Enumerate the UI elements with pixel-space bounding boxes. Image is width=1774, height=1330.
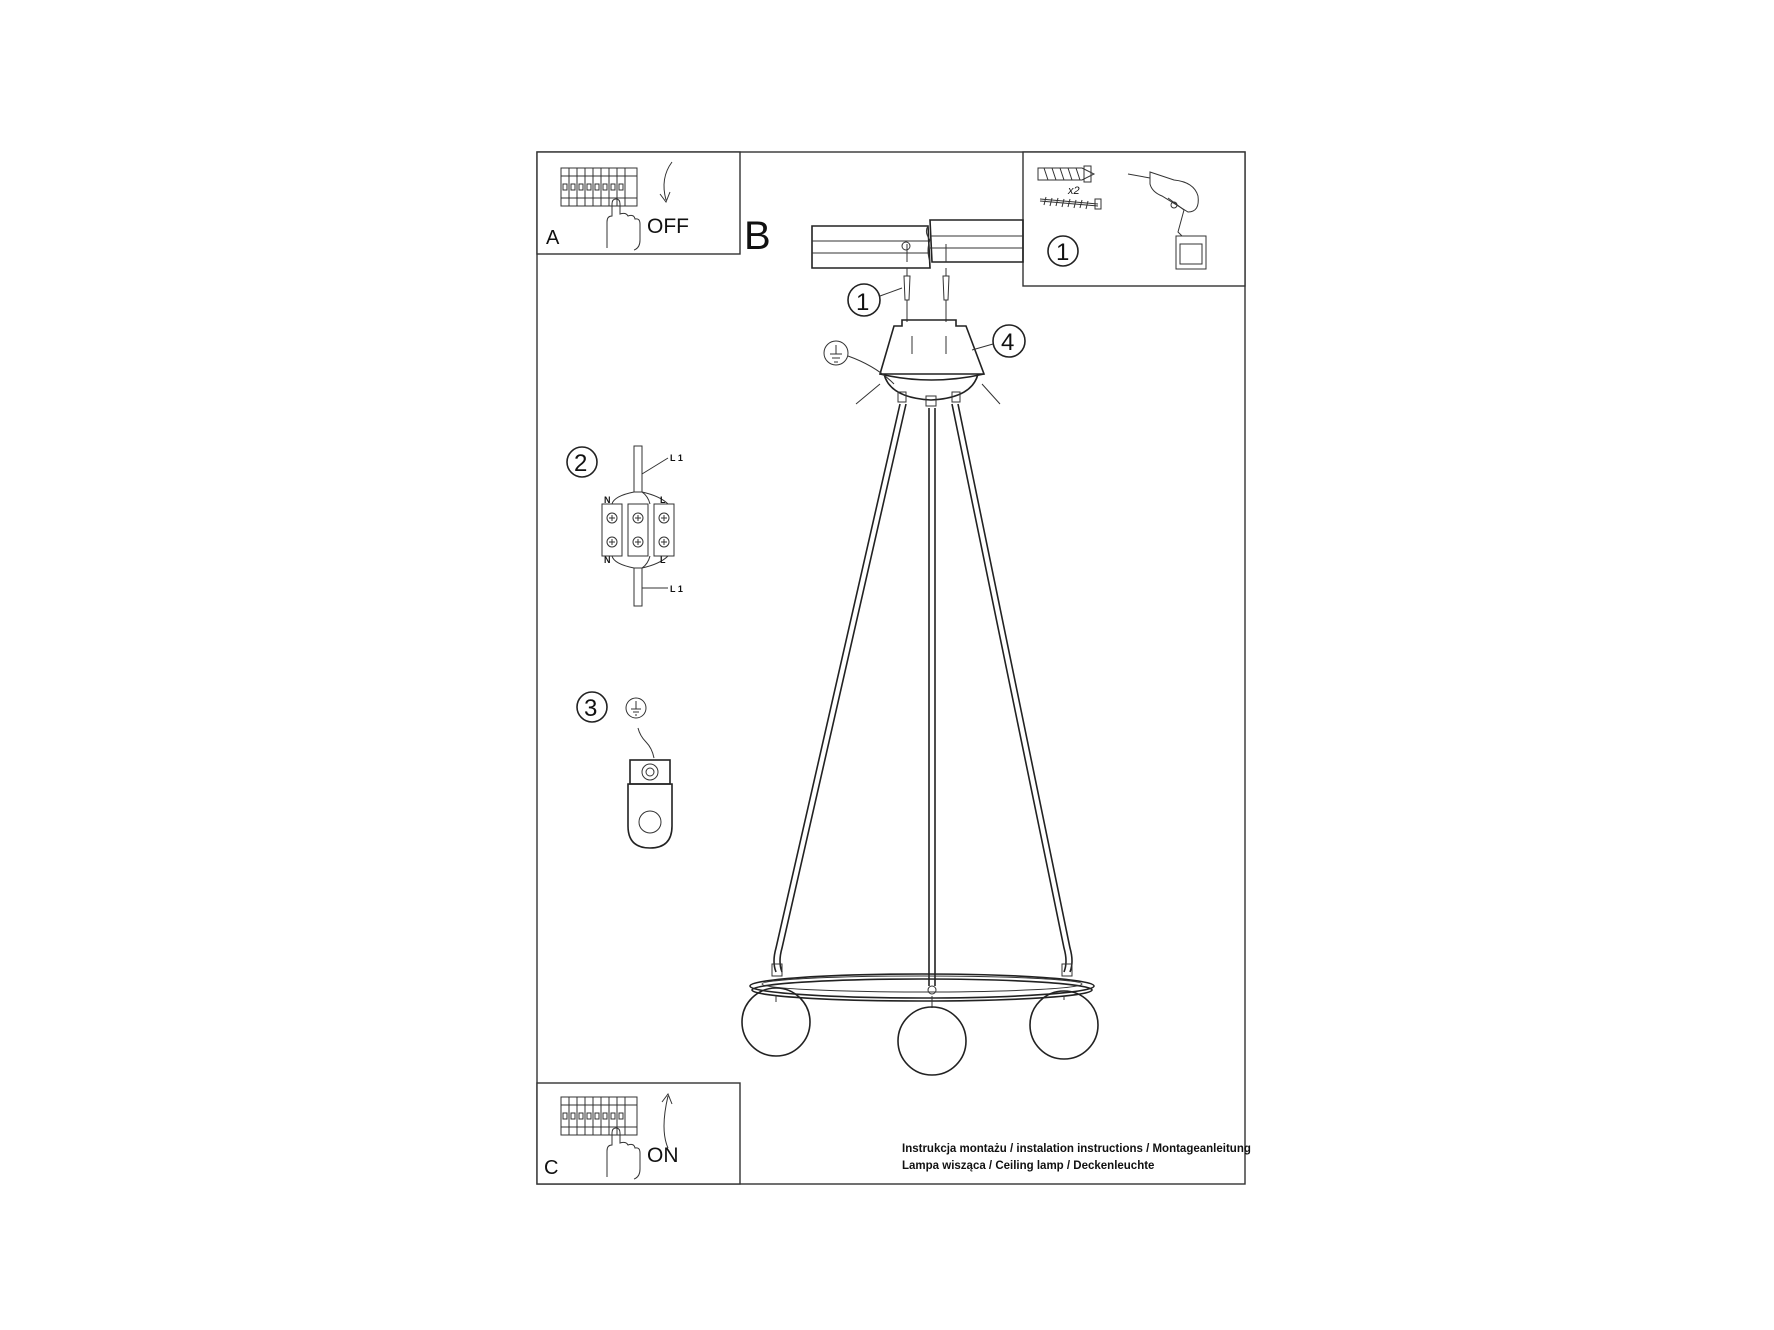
panel-a-switch-label: OFF bbox=[647, 215, 689, 238]
plug-multiplier: x2 bbox=[1068, 185, 1080, 197]
panel-b-letter: B bbox=[744, 214, 771, 258]
callout-wiring-number: 2 bbox=[574, 450, 588, 477]
suspension-wires bbox=[774, 404, 1072, 986]
panel-c-switch-label: ON bbox=[647, 1144, 679, 1167]
callout-screws-leader bbox=[880, 288, 902, 296]
panel-a-frame bbox=[537, 152, 740, 254]
mounting-screws bbox=[904, 244, 949, 322]
footer-subtitle: Lampa wisząca / Ceiling lamp / Deckenleuchte bbox=[902, 1160, 1155, 1172]
canopy bbox=[856, 320, 1000, 406]
panel-c bbox=[537, 1083, 740, 1184]
wiring-label-top-right: L 1 bbox=[670, 453, 683, 463]
wiring-diagram bbox=[567, 446, 683, 606]
panel-c-frame bbox=[537, 1083, 740, 1184]
wiring-label-left-top: N bbox=[604, 495, 611, 505]
callout-canopy-leader bbox=[972, 344, 993, 350]
page-frame bbox=[537, 152, 1245, 1184]
callout-ground-number: 3 bbox=[584, 695, 598, 722]
callout-screws-number: 1 bbox=[856, 289, 870, 316]
globe-right bbox=[1030, 991, 1098, 1059]
footer-title: Instrukcja montażu / instalation instructions / Montageanleitung bbox=[902, 1143, 1251, 1155]
panel-a bbox=[537, 152, 740, 254]
ground-symbol-icon bbox=[626, 698, 646, 718]
wiring-label-left-bottom: N bbox=[604, 555, 611, 565]
callout-canopy-number: 4 bbox=[1001, 329, 1015, 356]
tools-box bbox=[1023, 152, 1245, 286]
lamp-ring bbox=[750, 964, 1094, 1001]
ground-connection bbox=[577, 692, 672, 848]
wiring-label-right-top: L bbox=[660, 495, 666, 505]
ceiling-beam bbox=[812, 220, 1023, 268]
wiring-label-right-bottom: L bbox=[660, 555, 666, 565]
wiring-label-bottom-right: L 1 bbox=[670, 584, 683, 594]
panel-c-letter: C bbox=[544, 1157, 559, 1179]
panel-a-letter: A bbox=[546, 227, 560, 249]
globe-center bbox=[898, 1007, 966, 1075]
tools-step-number: 1 bbox=[1056, 239, 1070, 266]
